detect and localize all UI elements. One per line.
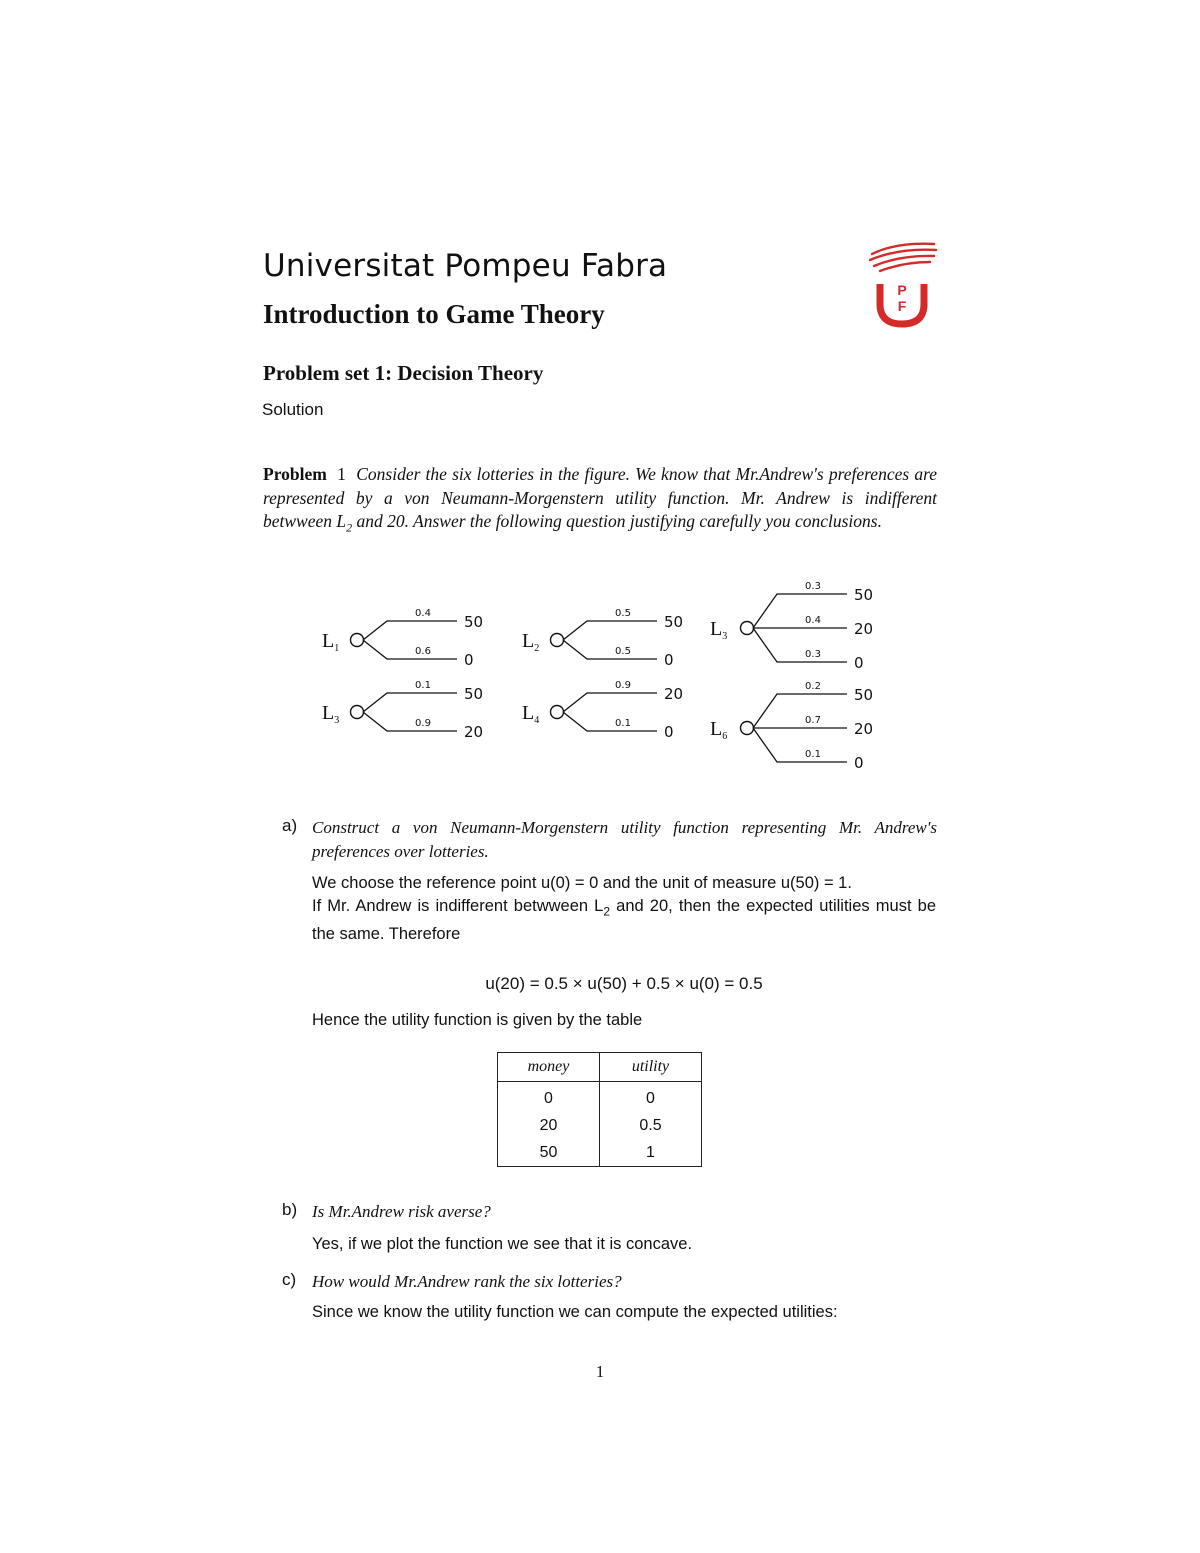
table-header-utility: utility — [600, 1053, 702, 1082]
question-c-text: How would Mr.Andrew rank the six lotteries? — [312, 1272, 622, 1291]
lotteries-figure — [300, 572, 900, 777]
answer-a-line2: If Mr. Andrew is indifferent betwween $L_2$ and 20, then the expected utilities must be the same. Therefore — [312, 897, 936, 944]
question-a — [282, 816, 937, 876]
lottery-label: $L_4$ — [522, 702, 540, 726]
table-cell: 0.5 — [600, 1112, 702, 1139]
branch-line — [753, 728, 847, 762]
branch-probability: 0.9 — [615, 680, 631, 691]
lottery-4 — [322, 680, 483, 741]
branch-line — [363, 640, 457, 659]
table-row — [498, 1139, 702, 1167]
branch-outcome: 50 — [464, 613, 484, 631]
lottery-1 — [322, 608, 483, 669]
branch-probability: 0.2 — [805, 681, 821, 692]
question-b — [282, 1200, 937, 1228]
upf-logo — [866, 238, 938, 330]
branch-line — [563, 712, 657, 731]
answer-a-hence: Hence the utility function is given by the table — [312, 1011, 643, 1029]
branch-line — [363, 712, 457, 731]
lottery-label: $L_2$ — [522, 630, 540, 654]
table-row — [498, 1082, 702, 1113]
utility-equation: u(20) = 0.5 × u(50) + 0.5 × u(0) = 0.5 — [485, 974, 763, 993]
branch-line — [563, 640, 657, 659]
chance-node — [551, 634, 564, 647]
branch-probability: 0.4 — [805, 615, 821, 626]
branch-probability: 0.1 — [415, 680, 431, 691]
problem-text-2: and 20. Answer the following question justifying carefully you conclusions. — [352, 511, 882, 531]
problem-set-title: Problem set 1: Decision Theory — [263, 361, 544, 385]
branch-outcome: 50 — [464, 685, 484, 703]
university-name: Universitat Pompeu Fabra — [263, 248, 668, 284]
branch-outcome: 0 — [854, 654, 864, 672]
solution-subtitle: Solution — [262, 400, 324, 419]
branch-line — [363, 621, 457, 640]
branch-probability: 0.6 — [415, 646, 431, 657]
chance-node — [741, 722, 754, 735]
table-cell: 0 — [498, 1082, 600, 1113]
branch-probability: 0.7 — [805, 715, 821, 726]
answer-a — [312, 872, 936, 946]
branch-probability: 0.4 — [415, 608, 431, 619]
table-cell: 0 — [600, 1082, 702, 1113]
table-row — [498, 1112, 702, 1139]
problem-number: 1 — [337, 464, 346, 484]
branch-line — [753, 594, 847, 628]
question-c — [282, 1270, 937, 1298]
question-a-label: a) — [282, 816, 298, 835]
branch-probability: 0.5 — [615, 646, 631, 657]
table-cell: 1 — [600, 1139, 702, 1167]
answer-c: Since we know the utility function we can compute the expected utilities: — [312, 1303, 838, 1321]
table-cell: 50 — [498, 1139, 600, 1167]
question-b-label: b) — [282, 1200, 298, 1219]
table-header-money: money — [498, 1053, 600, 1082]
branch-probability: 0.3 — [805, 581, 821, 592]
branch-outcome: 0 — [664, 651, 674, 669]
lottery-label: $L_6$ — [710, 718, 728, 742]
problem-text-1: Consider the six lotteries in the figure. We know that Mr.Andrew's preferences are represented by a von Neumann-Morgenstern utility function. Mr. Andrew is indifferent betwween L — [263, 464, 938, 531]
table-cell: 20 — [498, 1112, 600, 1139]
question-c-label: c) — [282, 1270, 297, 1289]
branch-line — [753, 628, 847, 662]
logo-letter-p: P — [897, 282, 907, 298]
lottery-6 — [710, 681, 873, 772]
branch-probability: 0.9 — [415, 718, 431, 729]
problem-sub: 2 — [346, 520, 353, 535]
chance-node — [351, 634, 364, 647]
chance-node — [351, 706, 364, 719]
branch-outcome: 50 — [664, 613, 684, 631]
logo-letter-f: F — [897, 298, 907, 314]
chance-node — [551, 706, 564, 719]
lottery-3 — [710, 581, 873, 672]
branch-probability: 0.1 — [615, 718, 631, 729]
branch-outcome: 20 — [464, 723, 484, 741]
branch-outcome: 50 — [854, 686, 874, 704]
branch-line — [563, 693, 657, 712]
branch-outcome: 50 — [854, 586, 874, 604]
branch-line — [363, 693, 457, 712]
question-b-text: Is Mr.Andrew risk averse? — [312, 1202, 491, 1221]
lottery-label: $L_3$ — [710, 618, 728, 642]
lottery-2 — [522, 608, 683, 669]
course-title: Introduction to Game Theory — [263, 299, 605, 329]
branch-line — [753, 694, 847, 728]
utility-table — [497, 1052, 702, 1167]
chance-node — [741, 622, 754, 635]
answer-b: Yes, if we plot the function we see that it is concave. — [312, 1235, 693, 1253]
branch-line — [563, 621, 657, 640]
question-a-text: Construct a von Neumann-Morgenstern utility function representing Mr. Andrew's preferences over lotteries. — [312, 818, 937, 861]
lottery-label: $L_1$ — [322, 630, 340, 654]
branch-probability: 0.3 — [805, 649, 821, 660]
branch-probability: 0.1 — [805, 749, 821, 760]
problem-label: Problem — [263, 464, 327, 484]
branch-outcome: 0 — [854, 754, 864, 772]
page-number: 1 — [595, 1362, 605, 1381]
branch-probability: 0.5 — [615, 608, 631, 619]
branch-outcome: 0 — [664, 723, 674, 741]
branch-outcome: 20 — [854, 720, 874, 738]
branch-outcome: 20 — [854, 620, 874, 638]
branch-outcome: 20 — [664, 685, 684, 703]
problem-statement — [263, 463, 937, 540]
lottery-5 — [522, 680, 683, 741]
branch-outcome: 0 — [464, 651, 474, 669]
lottery-label: $L_3$ — [322, 702, 340, 726]
answer-a-line1: We choose the reference point u(0) = 0 and the unit of measure u(50) = 1. — [312, 874, 852, 892]
